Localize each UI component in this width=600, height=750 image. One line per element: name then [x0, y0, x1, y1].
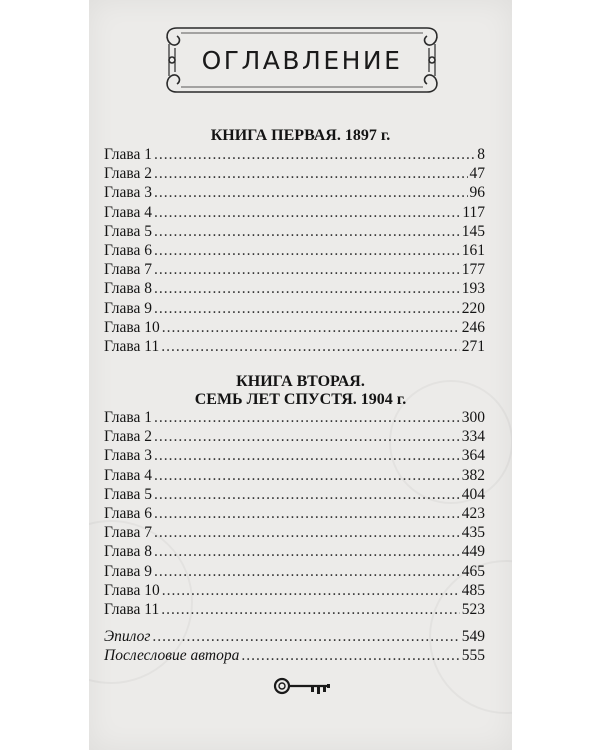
toc-entry-label: Послесловие автора: [104, 647, 240, 665]
toc-entry-label: Глава 10: [104, 318, 160, 336]
dot-leader: [161, 337, 460, 356]
toc-entry-page: 334: [461, 428, 485, 446]
toc-entry: [104, 203, 485, 222]
toc-entry: [104, 600, 485, 619]
toc-entry-page: 423: [461, 504, 485, 522]
dot-leader: [154, 504, 460, 523]
toc-entry: [104, 504, 485, 523]
toc-entry-page: 404: [461, 485, 485, 503]
toc-entry-page: 382: [461, 466, 485, 484]
toc-entry-page: 435: [461, 524, 485, 542]
dot-leader: [154, 164, 467, 183]
dot-leader: [162, 581, 460, 600]
book2-chapter-list: [104, 408, 485, 619]
toc-entry-page: 300: [461, 409, 485, 426]
book1-title: КНИГА ПЕРВАЯ. 1897 г.: [210, 127, 391, 144]
dot-leader: [154, 203, 460, 222]
toc-entry-page: 246: [461, 318, 485, 336]
toc-entry-label: Глава 6: [104, 241, 153, 259]
book2-title-line2: СЕМЬ ЛЕТ СПУСТЯ. 1904 г.: [194, 391, 407, 408]
toc-entry-label: Эпилог: [104, 628, 151, 645]
toc-entry-page: 465: [461, 562, 485, 580]
toc-entry-page: 177: [461, 261, 485, 279]
toc-entry: [104, 183, 485, 202]
toc-entry-page: 555: [461, 647, 485, 665]
toc-entry: [104, 164, 485, 183]
toc-entry-label: Глава 5: [104, 222, 153, 240]
dot-leader: [154, 446, 460, 465]
book-page: [89, 0, 512, 750]
dot-leader: [154, 222, 460, 241]
toc-entry: [104, 466, 485, 485]
toc-entry-label: Глава 6: [104, 504, 153, 522]
dot-leader: [161, 600, 460, 619]
toc-entry-page: 485: [461, 581, 485, 599]
toc-entry: [104, 408, 485, 427]
dot-leader: [154, 562, 460, 581]
toc-entry-page: 47: [469, 165, 485, 183]
toc-entry-label: Глава 1: [104, 146, 153, 163]
toc-entry-page: 145: [461, 222, 485, 240]
toc-entry: [104, 646, 485, 665]
toc-entry-label: Глава 9: [104, 299, 153, 317]
toc-entry-label: Глава 3: [104, 184, 153, 202]
dot-leader: [154, 485, 460, 504]
toc-entry-label: Глава 9: [104, 562, 153, 580]
toc-entry-page: 271: [461, 337, 485, 355]
toc-entry: [104, 318, 485, 337]
toc-entry-page: 549: [461, 628, 485, 645]
toc-entry-label: Глава 3: [104, 447, 153, 465]
dot-leader: [154, 183, 467, 202]
toc-entry-label: Глава 7: [104, 261, 153, 279]
page-title: ОГЛАВЛЕНИЕ: [201, 46, 403, 75]
dot-leader: [154, 241, 460, 260]
toc-entry-label: Глава 4: [104, 203, 153, 221]
toc-entry-page: 117: [462, 203, 485, 221]
toc-entry-label: Глава 4: [104, 466, 153, 484]
book1-chapter-list: [104, 145, 485, 356]
toc-entry: [104, 337, 485, 356]
toc-entry: [104, 542, 485, 561]
toc-entry-page: 449: [461, 543, 485, 561]
dot-leader: [154, 260, 460, 279]
toc-entry-page: 364: [461, 447, 485, 465]
toc-entry-label: Глава 5: [104, 485, 153, 503]
toc-entry-label: Глава 2: [104, 165, 153, 183]
toc-entry-label: Глава 1: [104, 409, 153, 426]
extras-list: [104, 627, 485, 665]
toc-entry-page: 193: [461, 280, 485, 298]
toc-entry-label: Глава 8: [104, 280, 153, 298]
dot-leader: [154, 466, 460, 485]
toc-entry: [104, 446, 485, 465]
toc-entry-page: 8: [477, 146, 485, 163]
toc-entry: [104, 485, 485, 504]
toc-entry: [104, 241, 485, 260]
toc-entry-page: 161: [461, 241, 485, 259]
key-icon: [273, 675, 333, 697]
toc-entry: [104, 627, 485, 646]
header-frame: [157, 20, 447, 100]
toc-entry: [104, 581, 485, 600]
dot-leader: [241, 646, 459, 665]
toc-entry-page: 523: [461, 600, 485, 618]
toc-entry-label: Глава 7: [104, 524, 153, 542]
toc-entry: [104, 427, 485, 446]
toc-entry-label: Глава 2: [104, 428, 153, 446]
toc-entry: [104, 299, 485, 318]
toc-entry: [104, 260, 485, 279]
toc-entry: [104, 562, 485, 581]
dot-leader: [154, 145, 475, 164]
toc-entry: [104, 145, 485, 164]
dot-leader: [154, 523, 460, 542]
toc-entry-page: 220: [461, 299, 485, 317]
dot-leader: [154, 279, 460, 298]
toc-entry-label: Глава 8: [104, 543, 153, 561]
book2-title-line1: КНИГА ВТОРАЯ.: [236, 373, 365, 390]
dot-leader: [154, 542, 460, 561]
toc-entry-label: Глава 11: [104, 600, 160, 618]
toc-entry: [104, 523, 485, 542]
dot-leader: [154, 427, 460, 446]
dot-leader: [154, 299, 460, 318]
dot-leader: [162, 318, 460, 337]
toc-entry-page: 96: [469, 184, 485, 202]
toc-entry-label: Глава 10: [104, 581, 160, 599]
dot-leader: [154, 408, 460, 427]
toc-entry-label: Глава 11: [104, 337, 160, 355]
toc-entry: [104, 279, 485, 298]
dot-leader: [152, 627, 459, 646]
toc-entry: [104, 222, 485, 241]
